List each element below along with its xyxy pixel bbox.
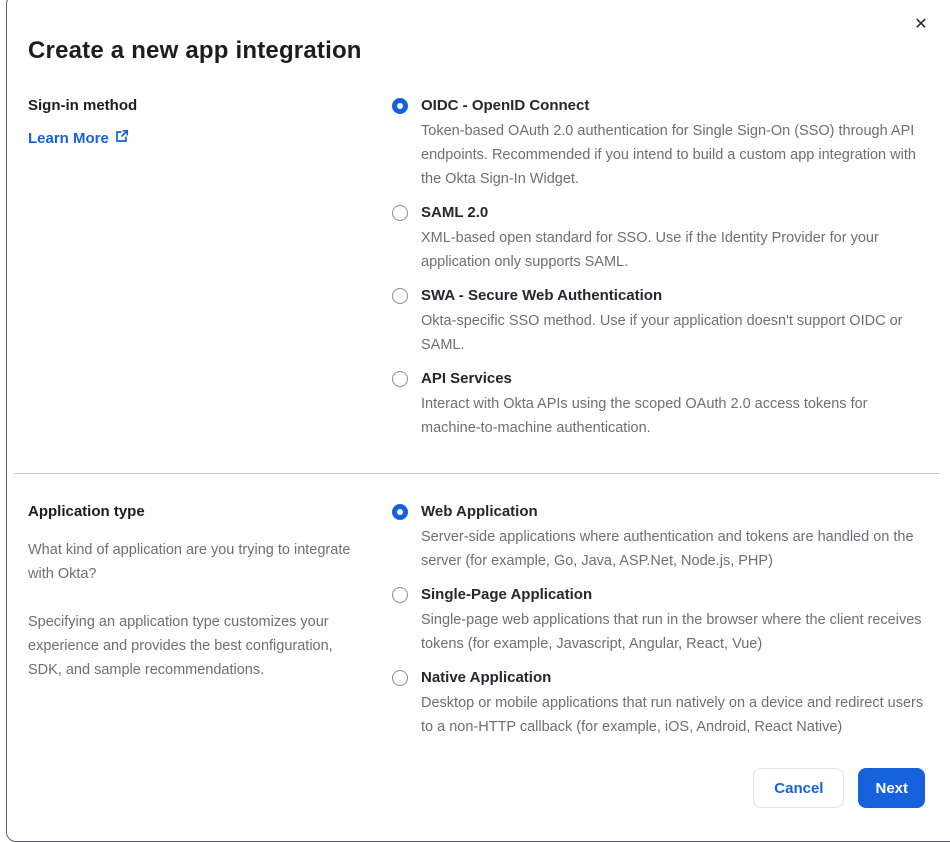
radio-option-single-page-application[interactable] (392, 585, 929, 656)
option-label: API Services (421, 370, 512, 387)
radio-icon[interactable] (392, 587, 408, 603)
option-description: Server-side applications where authentication and tokens are handled on the server (for example, Go, Java, ASP.Net, Node.js, PHP) (421, 529, 914, 569)
radio-icon[interactable] (392, 371, 408, 387)
option-description: XML-based open standard for SSO. Use if the Identity Provider for your application only supports SAML. (421, 230, 879, 270)
signin-method-label: Sign-in method (28, 97, 138, 114)
radio-option-web-application[interactable] (392, 502, 929, 573)
option-description: Single-page web applications that run in the browser where the client receives tokens (for example, Javascript, Angular, React, Vue) (421, 612, 922, 652)
option-label: Web Application (421, 503, 538, 520)
radio-icon[interactable] (392, 205, 408, 221)
close-button[interactable] (907, 11, 935, 39)
dialog-footer (28, 768, 950, 808)
option-label: OIDC - OpenID Connect (421, 97, 590, 114)
application-type-section (28, 502, 950, 739)
radio-icon[interactable] (392, 288, 408, 304)
close-icon: ✕ (914, 16, 928, 33)
create-app-integration-dialog (6, 0, 950, 842)
application-type-question: What kind of application are you trying to integrate with Okta? (28, 542, 351, 582)
radio-option-saml[interactable] (392, 203, 929, 274)
radio-option-api-services[interactable] (392, 369, 929, 440)
radio-icon[interactable] (392, 504, 408, 520)
radio-icon[interactable] (392, 670, 408, 686)
application-type-label: Application type (28, 503, 145, 520)
option-label: SAML 2.0 (421, 204, 489, 221)
option-label: Native Application (421, 669, 552, 686)
dialog-title: Create a new app integration (28, 37, 362, 64)
learn-more-label: Learn More (28, 130, 109, 147)
external-link-icon (115, 129, 129, 149)
application-type-hint: Specifying an application type customizes your experience and provides the best configuration, SDK, and sample recommendations. (28, 614, 333, 678)
signin-method-section (28, 96, 950, 440)
cancel-button[interactable]: Cancel (753, 768, 844, 808)
option-description: Desktop or mobile applications that run natively on a device and redirect users to a non-HTTP callback (for example, iOS, Android, React Native) (421, 695, 924, 735)
section-divider (14, 473, 939, 474)
option-description: Okta-specific SSO method. Use if your application doesn't support OIDC or SAML. (421, 313, 903, 353)
learn-more-link[interactable] (28, 129, 129, 149)
option-description: Token-based OAuth 2.0 authentication for Single Sign-On (SSO) through API endpoints. Recommended if you intend to build a custom app integration with the Okta Sign-In Widget. (421, 123, 916, 187)
option-label: SWA - Secure Web Authentication (421, 287, 663, 304)
option-description: Interact with Okta APIs using the scoped OAuth 2.0 access tokens for machine-to-machine authentication. (421, 396, 868, 436)
next-button[interactable]: Next (858, 768, 925, 808)
option-label: Single-Page Application (421, 586, 593, 603)
radio-option-swa[interactable] (392, 286, 929, 357)
radio-option-native-application[interactable] (392, 668, 929, 739)
radio-icon[interactable] (392, 98, 408, 114)
radio-option-oidc[interactable] (392, 96, 929, 191)
